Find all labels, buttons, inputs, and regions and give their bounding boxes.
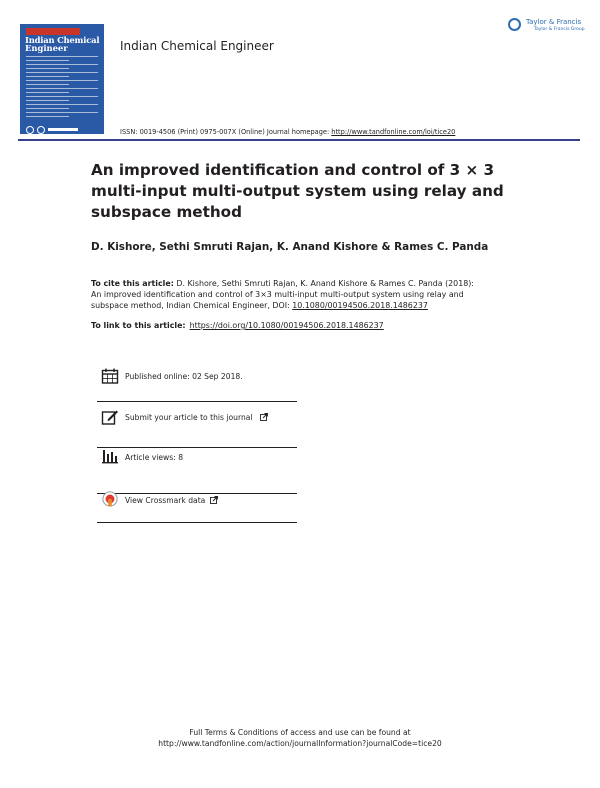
- citation-text: An improved identification and control of 3×3 multi-input multi-output system using relay and: [91, 290, 464, 299]
- citation-text: D. Kishore, Sethi Smruti Rajan, K. Anand Kishore & Rames C. Panda (2018):: [173, 279, 474, 288]
- link-label: To link to this article:: [91, 321, 186, 330]
- journal-cover-image[interactable]: [20, 24, 104, 134]
- submit-article-text: Submit your article to this journal: [125, 413, 253, 422]
- citation-block: [91, 278, 521, 311]
- published-online-text: Published online: 02 Sep 2018.: [125, 372, 243, 381]
- publisher-logo[interactable]: [508, 16, 586, 38]
- journal-homepage-link[interactable]: http://www.tandfonline.com/loi/tice20: [331, 128, 456, 136]
- citation-label: To cite this article:: [91, 279, 174, 288]
- doi-link[interactable]: 10.1080/00194506.2018.1486237: [292, 301, 428, 310]
- journal-title: Indian Chemical Engineer: [120, 39, 274, 53]
- published-online-row: [97, 355, 297, 402]
- citation-text: subspace method, Indian Chemical Engineer, DOI:: [91, 301, 293, 310]
- terms-footer: [0, 727, 600, 749]
- terms-link[interactable]: http://www.tandfonline.com/action/journalInformation?journalCode=tice20: [158, 739, 442, 748]
- publisher-logo-icon: [508, 18, 521, 31]
- publisher-logo-subtext: Taylor & Francis Group: [534, 27, 585, 32]
- external-link-icon: [210, 496, 218, 504]
- terms-text: Full Terms & Conditions of access and use can be found at: [189, 728, 411, 737]
- publisher-logo-text: Taylor & Francis: [526, 18, 582, 26]
- article-doi-link[interactable]: https://doi.org/10.1080/00194506.2018.1486237: [189, 321, 384, 330]
- cover-contents-lines: [26, 56, 98, 120]
- submit-article-row[interactable]: [97, 401, 297, 448]
- issn-line: [120, 128, 455, 136]
- issn-text: ISSN: 0019-4506 (Print) 0975-007X (Online) Journal homepage:: [120, 128, 332, 136]
- cover-footer-marks: [26, 119, 98, 129]
- crossmark-text: View Crossmark data: [125, 496, 206, 505]
- header-divider: [18, 139, 580, 141]
- bar-chart-icon: [101, 448, 119, 464]
- cover-title-line1: Indian Chemical: [25, 35, 100, 45]
- article-title-line: multi-input multi-output system using relay and: [91, 182, 504, 200]
- cover-title-line2: Engineer: [25, 43, 68, 53]
- article-title-line: subspace method: [91, 203, 242, 221]
- article-views-text: Article views: 8: [125, 453, 184, 462]
- external-link-icon: [260, 413, 268, 421]
- article-authors: D. Kishore, Sethi Smruti Rajan, K. Anand Kishore & Rames C. Panda: [91, 241, 489, 253]
- article-title-line: An improved identification and control of 3 × 3: [91, 161, 495, 179]
- crossmark-icon: [101, 491, 119, 507]
- edit-icon: [101, 409, 119, 425]
- crossmark-row[interactable]: [97, 476, 297, 523]
- article-link-line: [91, 321, 384, 330]
- calendar-icon: [101, 368, 119, 384]
- article-title: [91, 160, 561, 223]
- cover-logo-band: [26, 28, 80, 35]
